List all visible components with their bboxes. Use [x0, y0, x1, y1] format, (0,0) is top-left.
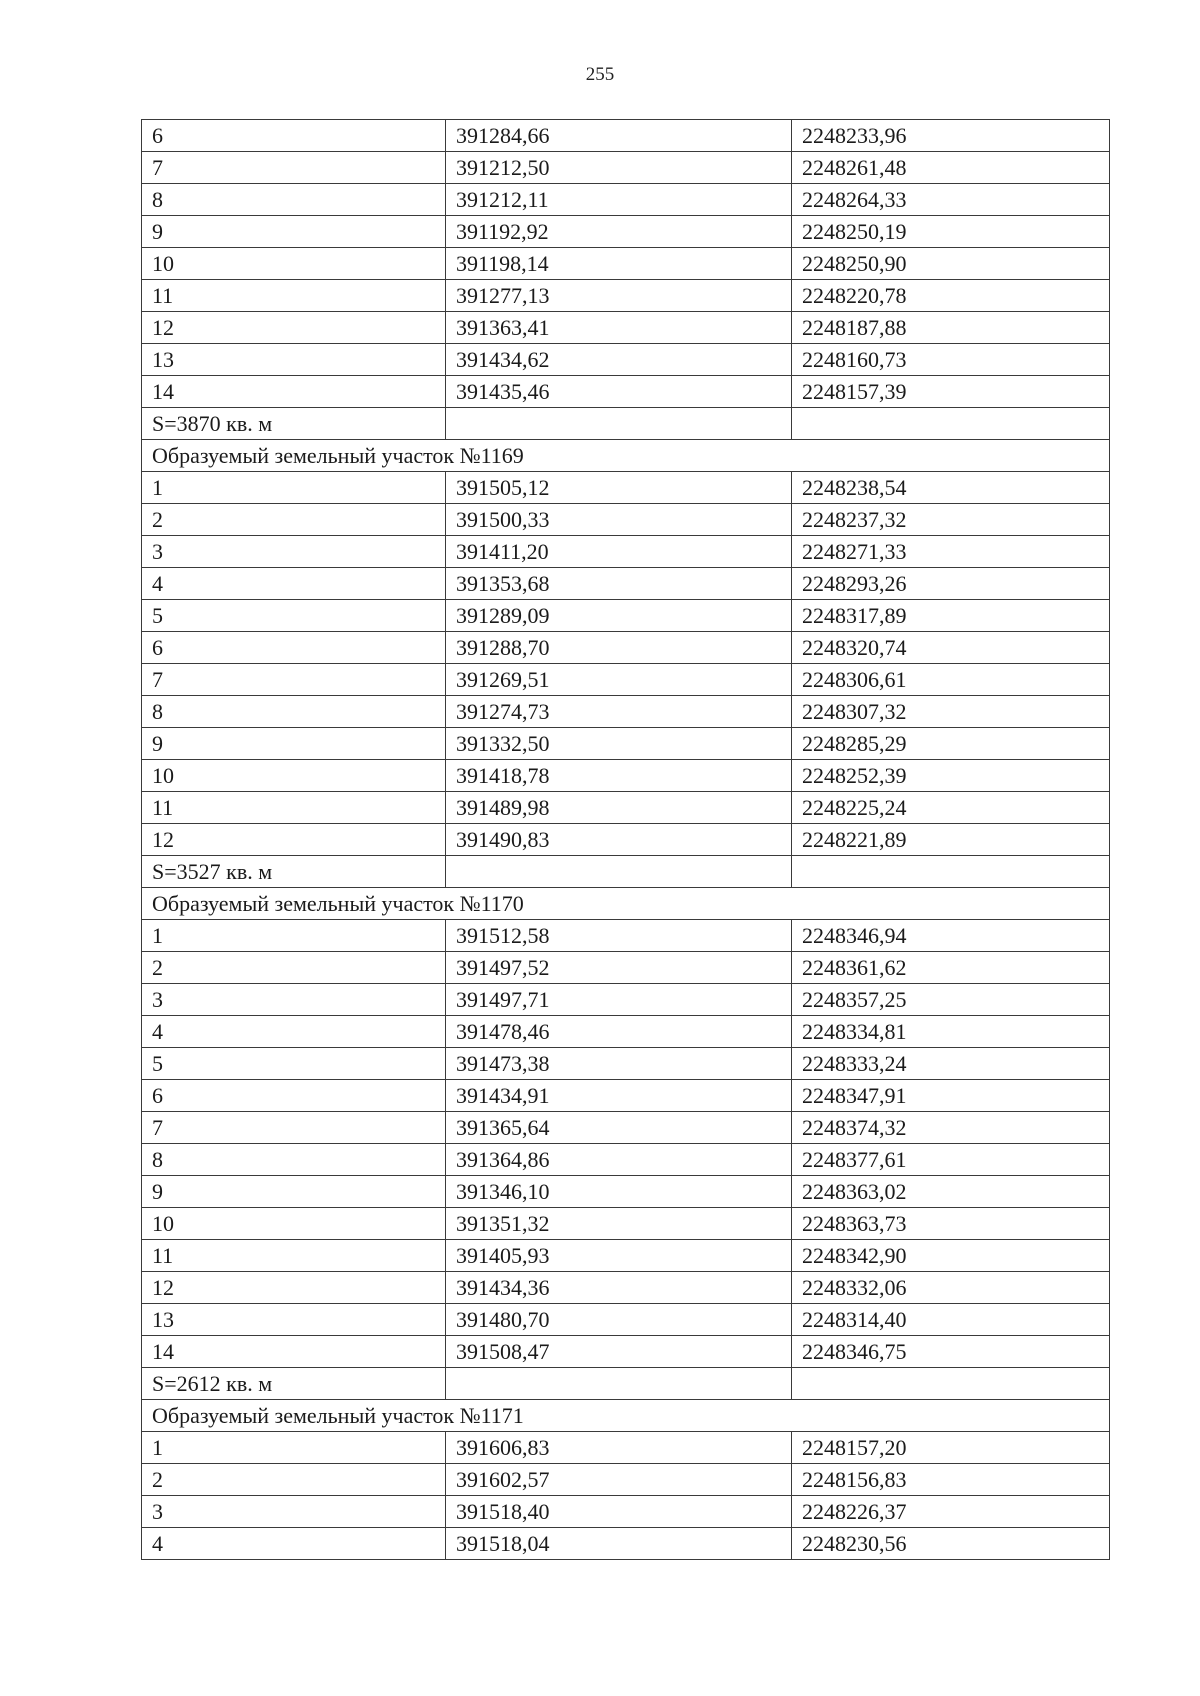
point-number-cell: 11 [142, 1240, 446, 1272]
plot-header-row [142, 888, 1110, 920]
point-number-cell: 2 [142, 1464, 446, 1496]
plot-header-row [142, 1400, 1110, 1432]
coordinate-row [142, 1048, 1110, 1080]
y-coordinate-cell: 2248226,37 [792, 1496, 1110, 1528]
point-number-cell: 10 [142, 1208, 446, 1240]
x-coordinate-cell: 391289,09 [446, 600, 792, 632]
x-coordinate-cell: 391508,47 [446, 1336, 792, 1368]
y-coordinate-cell: 2248346,75 [792, 1336, 1110, 1368]
point-number-cell: 7 [142, 152, 446, 184]
x-coordinate-cell: 391363,41 [446, 312, 792, 344]
x-coordinate-cell: 391489,98 [446, 792, 792, 824]
x-coordinate-cell: 391346,10 [446, 1176, 792, 1208]
area-row [142, 408, 1110, 440]
x-coordinate-cell: 391480,70 [446, 1304, 792, 1336]
y-coordinate-cell: 2248346,94 [792, 920, 1110, 952]
y-coordinate-cell: 2248306,61 [792, 664, 1110, 696]
y-coordinate-cell: 2248333,24 [792, 1048, 1110, 1080]
y-coordinate-cell: 2248334,81 [792, 1016, 1110, 1048]
y-coordinate-cell: 2248261,48 [792, 152, 1110, 184]
x-coordinate-cell: 391411,20 [446, 536, 792, 568]
coordinate-row [142, 568, 1110, 600]
area-cell: S=3870 кв. м [142, 408, 446, 440]
point-number-cell: 9 [142, 728, 446, 760]
x-coordinate-cell: 391274,73 [446, 696, 792, 728]
y-coordinate-cell: 2248347,91 [792, 1080, 1110, 1112]
x-coordinate-cell: 391269,51 [446, 664, 792, 696]
x-coordinate-cell: 391192,92 [446, 216, 792, 248]
coordinates-table-body [142, 120, 1110, 1560]
x-coordinate-cell: 391353,68 [446, 568, 792, 600]
plot-header-row [142, 440, 1110, 472]
point-number-cell: 1 [142, 1432, 446, 1464]
coordinate-row [142, 280, 1110, 312]
point-number-cell: 10 [142, 248, 446, 280]
area-row [142, 1368, 1110, 1400]
y-coordinate-cell: 2248307,32 [792, 696, 1110, 728]
coordinate-row [142, 1112, 1110, 1144]
point-number-cell: 7 [142, 1112, 446, 1144]
point-number-cell: 12 [142, 1272, 446, 1304]
coordinate-row [142, 376, 1110, 408]
coordinate-row [142, 1176, 1110, 1208]
plot-header-cell: Образуемый земельный участок №1169 [142, 440, 1110, 472]
coordinate-row [142, 728, 1110, 760]
coordinate-row [142, 120, 1110, 152]
coordinate-row [142, 1144, 1110, 1176]
y-coordinate-cell: 2248285,29 [792, 728, 1110, 760]
x-coordinate-cell: 391606,83 [446, 1432, 792, 1464]
coordinate-row [142, 696, 1110, 728]
empty-cell [792, 856, 1110, 888]
point-number-cell: 5 [142, 1048, 446, 1080]
coordinate-row [142, 312, 1110, 344]
y-coordinate-cell: 2248377,61 [792, 1144, 1110, 1176]
page-number: 255 [585, 64, 615, 85]
y-coordinate-cell: 2248237,32 [792, 504, 1110, 536]
coordinate-row [142, 1016, 1110, 1048]
x-coordinate-cell: 391198,14 [446, 248, 792, 280]
point-number-cell: 10 [142, 760, 446, 792]
y-coordinate-cell: 2248157,20 [792, 1432, 1110, 1464]
coordinate-row [142, 1528, 1110, 1560]
plot-header-cell: Образуемый земельный участок №1171 [142, 1400, 1110, 1432]
point-number-cell: 5 [142, 600, 446, 632]
point-number-cell: 2 [142, 952, 446, 984]
point-number-cell: 3 [142, 1496, 446, 1528]
y-coordinate-cell: 2248363,73 [792, 1208, 1110, 1240]
coordinate-row [142, 184, 1110, 216]
coordinate-row [142, 664, 1110, 696]
x-coordinate-cell: 391288,70 [446, 632, 792, 664]
y-coordinate-cell: 2248250,19 [792, 216, 1110, 248]
y-coordinate-cell: 2248317,89 [792, 600, 1110, 632]
coordinate-row [142, 792, 1110, 824]
x-coordinate-cell: 391332,50 [446, 728, 792, 760]
point-number-cell: 9 [142, 216, 446, 248]
y-coordinate-cell: 2248238,54 [792, 472, 1110, 504]
y-coordinate-cell: 2248225,24 [792, 792, 1110, 824]
point-number-cell: 4 [142, 568, 446, 600]
point-number-cell: 7 [142, 664, 446, 696]
x-coordinate-cell: 391505,12 [446, 472, 792, 504]
coordinate-row [142, 1464, 1110, 1496]
y-coordinate-cell: 2248220,78 [792, 280, 1110, 312]
point-number-cell: 14 [142, 1336, 446, 1368]
y-coordinate-cell: 2248157,39 [792, 376, 1110, 408]
x-coordinate-cell: 391212,50 [446, 152, 792, 184]
y-coordinate-cell: 2248160,73 [792, 344, 1110, 376]
coordinate-row [142, 1272, 1110, 1304]
coordinate-row [142, 536, 1110, 568]
point-number-cell: 8 [142, 696, 446, 728]
x-coordinate-cell: 391478,46 [446, 1016, 792, 1048]
point-number-cell: 3 [142, 984, 446, 1016]
point-number-cell: 13 [142, 344, 446, 376]
coordinates-table [141, 119, 1110, 1560]
y-coordinate-cell: 2248271,33 [792, 536, 1110, 568]
y-coordinate-cell: 2248293,26 [792, 568, 1110, 600]
empty-cell [446, 1368, 792, 1400]
point-number-cell: 2 [142, 504, 446, 536]
point-number-cell: 11 [142, 280, 446, 312]
y-coordinate-cell: 2248230,56 [792, 1528, 1110, 1560]
x-coordinate-cell: 391434,91 [446, 1080, 792, 1112]
point-number-cell: 8 [142, 1144, 446, 1176]
coordinate-row [142, 152, 1110, 184]
empty-cell [792, 408, 1110, 440]
x-coordinate-cell: 391497,52 [446, 952, 792, 984]
point-number-cell: 4 [142, 1016, 446, 1048]
x-coordinate-cell: 391490,83 [446, 824, 792, 856]
coordinate-row [142, 632, 1110, 664]
coordinate-row [142, 1432, 1110, 1464]
point-number-cell: 14 [142, 376, 446, 408]
coordinate-row [142, 920, 1110, 952]
coordinate-row [142, 760, 1110, 792]
empty-cell [792, 1368, 1110, 1400]
x-coordinate-cell: 391351,32 [446, 1208, 792, 1240]
y-coordinate-cell: 2248264,33 [792, 184, 1110, 216]
x-coordinate-cell: 391500,33 [446, 504, 792, 536]
point-number-cell: 13 [142, 1304, 446, 1336]
point-number-cell: 6 [142, 120, 446, 152]
x-coordinate-cell: 391512,58 [446, 920, 792, 952]
x-coordinate-cell: 391434,62 [446, 344, 792, 376]
empty-cell [446, 408, 792, 440]
y-coordinate-cell: 2248187,88 [792, 312, 1110, 344]
x-coordinate-cell: 391365,64 [446, 1112, 792, 1144]
coordinate-row [142, 1080, 1110, 1112]
x-coordinate-cell: 391518,04 [446, 1528, 792, 1560]
coordinate-row [142, 1240, 1110, 1272]
coordinate-row [142, 504, 1110, 536]
y-coordinate-cell: 2248357,25 [792, 984, 1110, 1016]
point-number-cell: 1 [142, 920, 446, 952]
y-coordinate-cell: 2248314,40 [792, 1304, 1110, 1336]
y-coordinate-cell: 2248361,62 [792, 952, 1110, 984]
point-number-cell: 6 [142, 1080, 446, 1112]
y-coordinate-cell: 2248374,32 [792, 1112, 1110, 1144]
y-coordinate-cell: 2248250,90 [792, 248, 1110, 280]
point-number-cell: 1 [142, 472, 446, 504]
y-coordinate-cell: 2248342,90 [792, 1240, 1110, 1272]
y-coordinate-cell: 2248221,89 [792, 824, 1110, 856]
coordinate-row [142, 344, 1110, 376]
point-number-cell: 9 [142, 1176, 446, 1208]
y-coordinate-cell: 2248363,02 [792, 1176, 1110, 1208]
point-number-cell: 12 [142, 824, 446, 856]
y-coordinate-cell: 2248252,39 [792, 760, 1110, 792]
coordinate-row [142, 1336, 1110, 1368]
coordinate-row [142, 248, 1110, 280]
point-number-cell: 12 [142, 312, 446, 344]
x-coordinate-cell: 391364,86 [446, 1144, 792, 1176]
empty-cell [446, 856, 792, 888]
point-number-cell: 8 [142, 184, 446, 216]
point-number-cell: 6 [142, 632, 446, 664]
y-coordinate-cell: 2248320,74 [792, 632, 1110, 664]
y-coordinate-cell: 2248156,83 [792, 1464, 1110, 1496]
x-coordinate-cell: 391518,40 [446, 1496, 792, 1528]
plot-header-cell: Образуемый земельный участок №1170 [142, 888, 1110, 920]
point-number-cell: 11 [142, 792, 446, 824]
x-coordinate-cell: 391434,36 [446, 1272, 792, 1304]
coordinate-row [142, 824, 1110, 856]
coordinate-row [142, 984, 1110, 1016]
x-coordinate-cell: 391497,71 [446, 984, 792, 1016]
x-coordinate-cell: 391435,46 [446, 376, 792, 408]
point-number-cell: 3 [142, 536, 446, 568]
area-cell: S=2612 кв. м [142, 1368, 446, 1400]
point-number-cell: 4 [142, 1528, 446, 1560]
coordinate-row [142, 472, 1110, 504]
coordinate-row [142, 1208, 1110, 1240]
x-coordinate-cell: 391277,13 [446, 280, 792, 312]
coordinate-row [142, 1496, 1110, 1528]
x-coordinate-cell: 391602,57 [446, 1464, 792, 1496]
coordinate-row [142, 1304, 1110, 1336]
x-coordinate-cell: 391284,66 [446, 120, 792, 152]
x-coordinate-cell: 391473,38 [446, 1048, 792, 1080]
area-cell: S=3527 кв. м [142, 856, 446, 888]
coordinate-row [142, 216, 1110, 248]
area-row [142, 856, 1110, 888]
x-coordinate-cell: 391405,93 [446, 1240, 792, 1272]
y-coordinate-cell: 2248233,96 [792, 120, 1110, 152]
y-coordinate-cell: 2248332,06 [792, 1272, 1110, 1304]
coordinate-row [142, 952, 1110, 984]
x-coordinate-cell: 391212,11 [446, 184, 792, 216]
coordinate-row [142, 600, 1110, 632]
x-coordinate-cell: 391418,78 [446, 760, 792, 792]
